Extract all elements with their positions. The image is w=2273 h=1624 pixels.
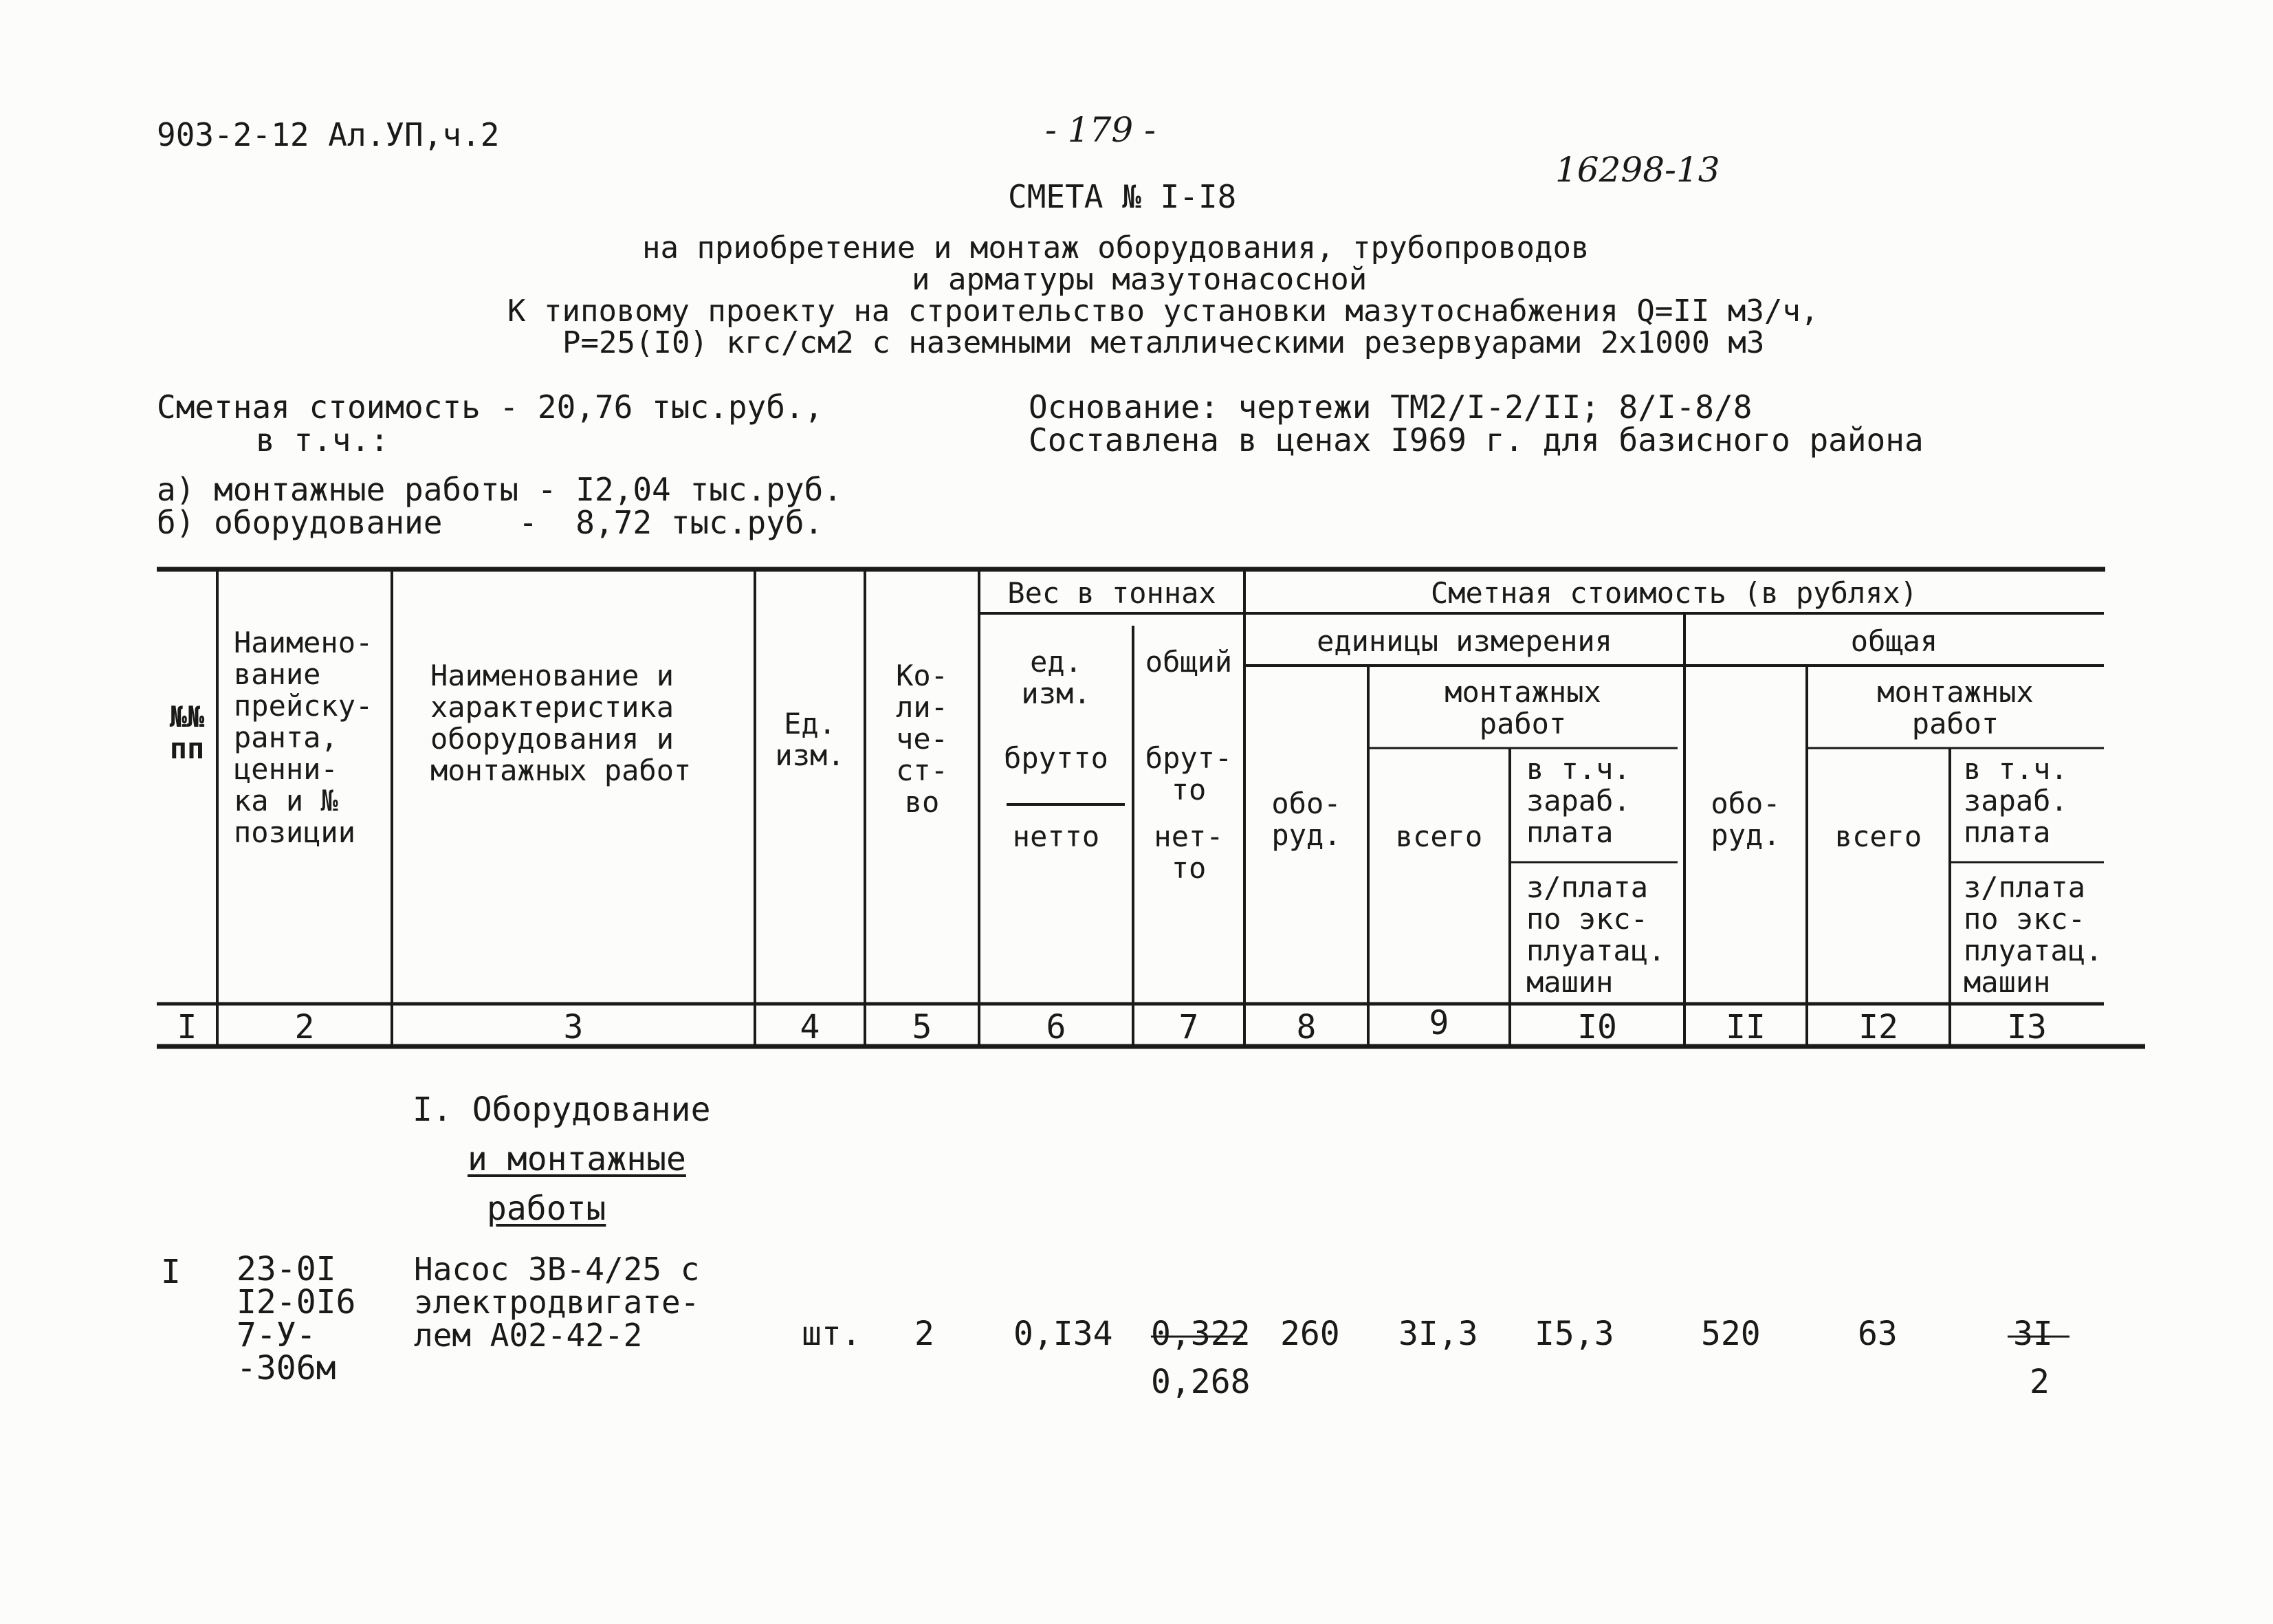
total-cost-header: общая (1850, 624, 1938, 658)
col-number: I3 (2007, 1008, 2047, 1046)
unit-machine-wage: з/плата по экс- плуатац. машин (1526, 870, 1666, 999)
col-number: 7 (1178, 1008, 1199, 1046)
row-equipment-unit-cost: 260 (1280, 1315, 1340, 1353)
row-wage-unit-cost: I5,3 (1535, 1315, 1614, 1353)
weight-total-header: общий (1145, 645, 1233, 679)
col-number: 6 (1046, 1008, 1066, 1046)
title-line-4: Р=25(I0) кгс/см2 с наземными металлическими резервуарами 2х1000 м3 (562, 325, 1765, 360)
col-header-unit: Ед. изм. (775, 707, 845, 772)
total-mounting-header: монтажных работ (1877, 675, 2034, 740)
row-mounting-total-cost: 63 (1858, 1315, 1898, 1353)
col-header-qty: Ко- ли- че- ст- во (896, 659, 948, 819)
col-number: II (1726, 1008, 1766, 1046)
row-number: I (161, 1253, 181, 1291)
section-title-line-3: работы (487, 1189, 606, 1228)
row-mounting-unit-cost: 3I,3 (1398, 1315, 1478, 1353)
col-header-name: Наименование и характеристика оборудования и монтажных работ (430, 659, 692, 787)
row-weight-unit: 0,I34 (1013, 1315, 1113, 1353)
row-wage-total-cost: 3I (2013, 1315, 2053, 1353)
section-title-line-2: и монтажные (468, 1140, 686, 1178)
col-number: 8 (1296, 1008, 1317, 1046)
row-equipment-total-cost: 520 (1701, 1315, 1761, 1353)
row-machine-wage-total: 2 (2030, 1363, 2050, 1401)
section-title: I. Оборудование (413, 1090, 711, 1129)
weight-unit-netto: нетто (1012, 820, 1100, 853)
unit-wage-header: в т.ч. зараб. плата (1526, 752, 1631, 849)
cost-item-b: б) оборудование - 8,72 тыс.руб. (157, 504, 824, 541)
estimated-cost: Сметная стоимость - 20,76 тыс.руб., (157, 388, 824, 426)
total-machine-wage: з/плата по экс- плуатац. машин (1964, 870, 2103, 999)
weight-total-brutto: брут- то (1145, 741, 1233, 806)
archive-number: 16298-13 (1555, 150, 1720, 190)
title-line-3: К типовому проекту на строительство установки мазутоснабжения Q=II м3/ч, (507, 294, 1819, 329)
including-label: в т.ч.: (256, 421, 389, 459)
estimate-title: СМЕТА № I-I8 (1008, 178, 1237, 215)
col-number: I2 (1858, 1008, 1898, 1046)
row-weight-total-netto: 0,268 (1151, 1363, 1251, 1401)
col-header-number: №№ пп (169, 700, 205, 765)
unit-equipment-header: обо- руд. (1271, 787, 1341, 852)
col-number: I (177, 1008, 197, 1046)
col-number: 2 (294, 1008, 315, 1046)
row-equipment-name: Насос 3В-4/25 с электродвигате- лем А02-42-2 (414, 1251, 700, 1354)
row-weight-total-brutto: 0,322 (1151, 1315, 1251, 1353)
col-number: 4 (800, 1008, 820, 1046)
cost-item-a: а) монтажные работы - I2,04 тыс.руб. (157, 471, 842, 508)
row-unit: шт. (802, 1315, 861, 1353)
weight-group-header: Вес в тоннах (1007, 576, 1216, 610)
unit-mounting-total: всего (1395, 820, 1483, 853)
title-line-1: на приобретение и монтаж оборудования, трубопроводов (642, 230, 1590, 265)
section-number-title (413, 1090, 710, 1129)
row-pricelist-code: 23-0I I2-0I6 7-У- -306м (237, 1250, 356, 1387)
basis-line: Основание: чертежи ТМ2/I-2/II; 8/I-8/8 (1029, 388, 1753, 426)
weight-total-netto: нет- то (1154, 820, 1224, 885)
col-number: 9 (1429, 1004, 1449, 1042)
title-line-2: и арматуры мазутонасосной (912, 262, 1368, 297)
total-mounting-total: всего (1834, 820, 1922, 853)
row-quantity: 2 (914, 1315, 934, 1353)
col-number: 5 (912, 1008, 932, 1046)
prices-line: Составлена в ценах I969 г. для базисного района (1029, 421, 1924, 459)
col-number: I0 (1577, 1008, 1617, 1046)
page-number: - 179 - (1045, 110, 1156, 150)
cost-group-header: Сметная стоимость (в рублях) (1430, 576, 1918, 610)
unit-cost-header: единицы измерения (1317, 624, 1612, 658)
unit-mounting-header: монтажных работ (1445, 675, 1601, 740)
total-equipment-header: обо- руд. (1711, 787, 1781, 852)
doc-code: 903-2-12 Ал.УП,ч.2 (157, 116, 500, 153)
weight-unit-brutto: брутто (1004, 741, 1108, 775)
col-number: 3 (563, 1008, 584, 1046)
total-wage-header: в т.ч. зараб. плата (1964, 752, 2068, 849)
col-header-pricelist: Наимено- вание прейску- ранта, ценни- ка и № позиции (234, 626, 373, 849)
weight-unit-header: ед. изм. (1021, 645, 1091, 710)
